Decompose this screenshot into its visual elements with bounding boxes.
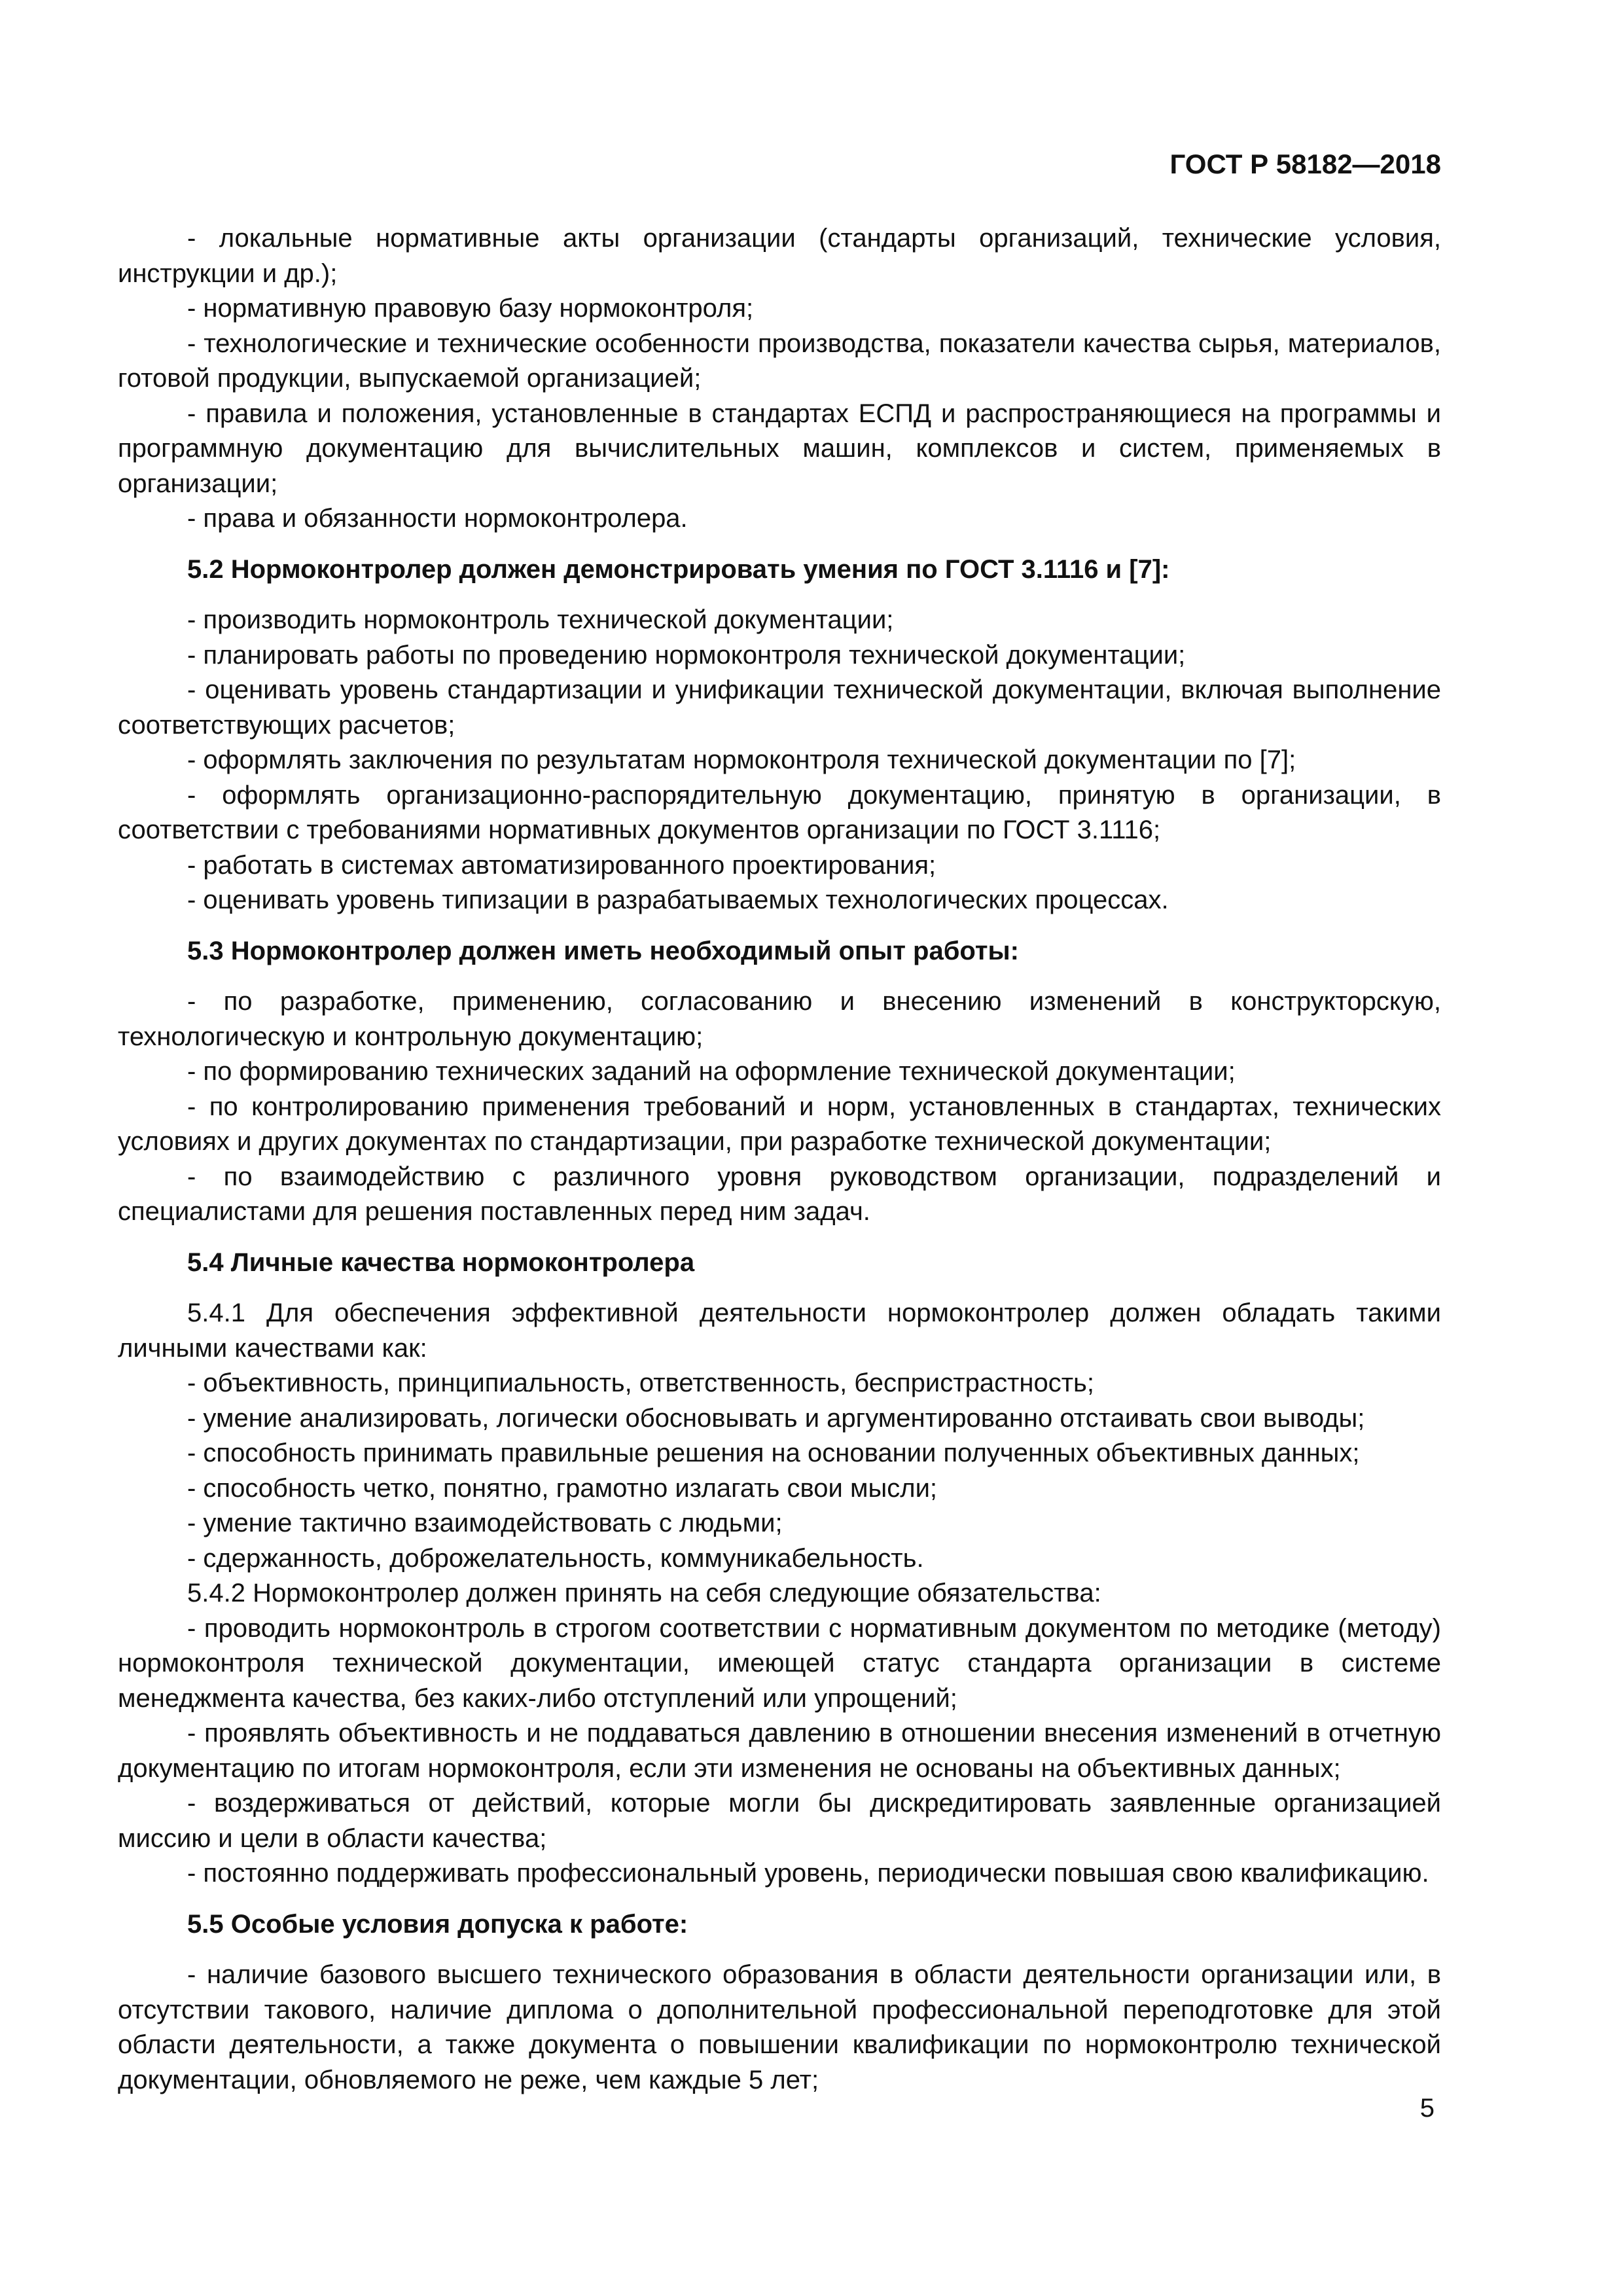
list-item: - по формированию технических заданий на оформление технической документации; (187, 1057, 1236, 1086)
paragraph-5-4-2: 5.4.2 Нормоконтролер должен принять на себя следующие обязательства: (187, 1579, 1101, 1607)
section-heading-5-2: 5.2 Нормоконтролер должен демонстрировать умения по ГОСТ 3.1116 и [7]: (187, 554, 1170, 584)
document-page (118, 0, 1441, 2296)
list-item: - по разработке, применению, согласованию и внесению изменений в конструкторскую, технологическую и контрольную документацию; (118, 987, 1441, 1051)
list-item: - постоянно поддерживать профессиональный уровень, периодически повышая свою квалификацию. (187, 1859, 1429, 1888)
section-heading-5-4: 5.4 Личные качества нормоконтролера (187, 1247, 695, 1277)
list-item: - производить нормоконтроль технической документации; (187, 605, 894, 634)
list-item: - оформлять организационно-распорядительную документацию, принятую в организации, в соответствии с требованиями нормативных документов организации по ГОСТ 3.1116; (118, 780, 1441, 844)
paragraph-5-4-1: 5.4.1 Для обеспечения эффективной деятельности нормоконтролер должен обладать такими личными качествами как: (118, 1299, 1441, 1363)
list-item: - способность принимать правильные решения на основании полученных объективных данных; (187, 1439, 1360, 1467)
list-item: - воздерживаться от действий, которые могли бы дискредитировать заявленные организацией миссию и цели в области качества; (118, 1789, 1441, 1853)
list-item: - умение тактично взаимодействовать с людьми; (187, 1509, 783, 1537)
list-item: - умение анализировать, логически обосновывать и аргументированно отстаивать свои выводы; (187, 1403, 1365, 1433)
section-heading-5-5: 5.5 Особые условия допуска к работе: (187, 1909, 688, 1939)
list-item: - права и обязанности нормоконтролера. (187, 504, 688, 533)
document-header: ГОСТ Р 58182—2018 (1169, 149, 1441, 179)
list-item: - локальные нормативные акты организации (стандарты организаций, технические условия, инструкции и др.); (118, 224, 1441, 288)
list-item: - оформлять заключения по результатам нормоконтроля технической документации по [7]; (187, 745, 1296, 774)
list-item: - работать в системах автоматизированного проектирования; (187, 850, 936, 880)
list-item: - проводить нормоконтроль в строгом соответствии с нормативным документом по методике (методу) нормоконтроля технической документации, имеющей статус стандарта организации в системе менеджмента качества, без каких-либо отступлений или упрощений; (118, 1613, 1441, 1713)
list-item: - планировать работы по проведению нормоконтроля технической документации; (187, 640, 1186, 670)
list-item: - по взаимодействию с различного уровня руководством организации, подразделений и специалистами для решения поставленных перед ним задач. (118, 1162, 1441, 1226)
list-item: - способность четко, понятно, грамотно излагать свои мысли; (187, 1473, 938, 1503)
list-item: - объективность, принципиальность, ответственность, беспристрастность; (187, 1369, 1094, 1397)
section-heading-5-3: 5.3 Нормоконтролер должен иметь необходимый опыт работы: (187, 936, 1019, 965)
list-item: - сдержанность, доброжелательность, коммуникабельность. (187, 1543, 924, 1573)
list-item: - проявлять объективность и не поддаваться давлению в отношении внесения изменений в отчетную документацию по итогам нормоконтроля, если эти изменения не основаны на объективных данных; (118, 1719, 1441, 1783)
list-item: - оценивать уровень стандартизации и унификации технической документации, включая выполнение соответствующих расчетов; (118, 675, 1441, 740)
document-body (118, 221, 1441, 2098)
list-item: - наличие базового высшего технического образования в области деятельности организации или, в отсутствии такового, наличие диплома о дополнительной профессиональной переподготовке для этой области деятельности, а также документа о повышении квалификации по нормоконтролю технической документации, обновляемого не реже, чем каждые 5 лет; (118, 1960, 1441, 2094)
list-item: - правила и положения, установленные в стандартах ЕСПД и распространяющиеся на программы и программную документацию для вычислительных машин, комплексов и систем, применяемых в организации; (118, 399, 1441, 498)
list-item: - нормативную правовую базу нормоконтроля; (187, 294, 754, 323)
list-item: - технологические и технические особенности производства, показатели качества сырья, материалов, готовой продукции, выпускаемой организацией; (118, 329, 1441, 393)
list-item: - по контролированию применения требований и норм, установленных в стандартах, технических условиях и других документах по стандартизации, при разработке технической документации; (118, 1092, 1441, 1156)
page-number: 5 (1419, 2094, 1435, 2123)
list-item: - оценивать уровень типизации в разрабатываемых технологических процессах. (187, 886, 1169, 914)
